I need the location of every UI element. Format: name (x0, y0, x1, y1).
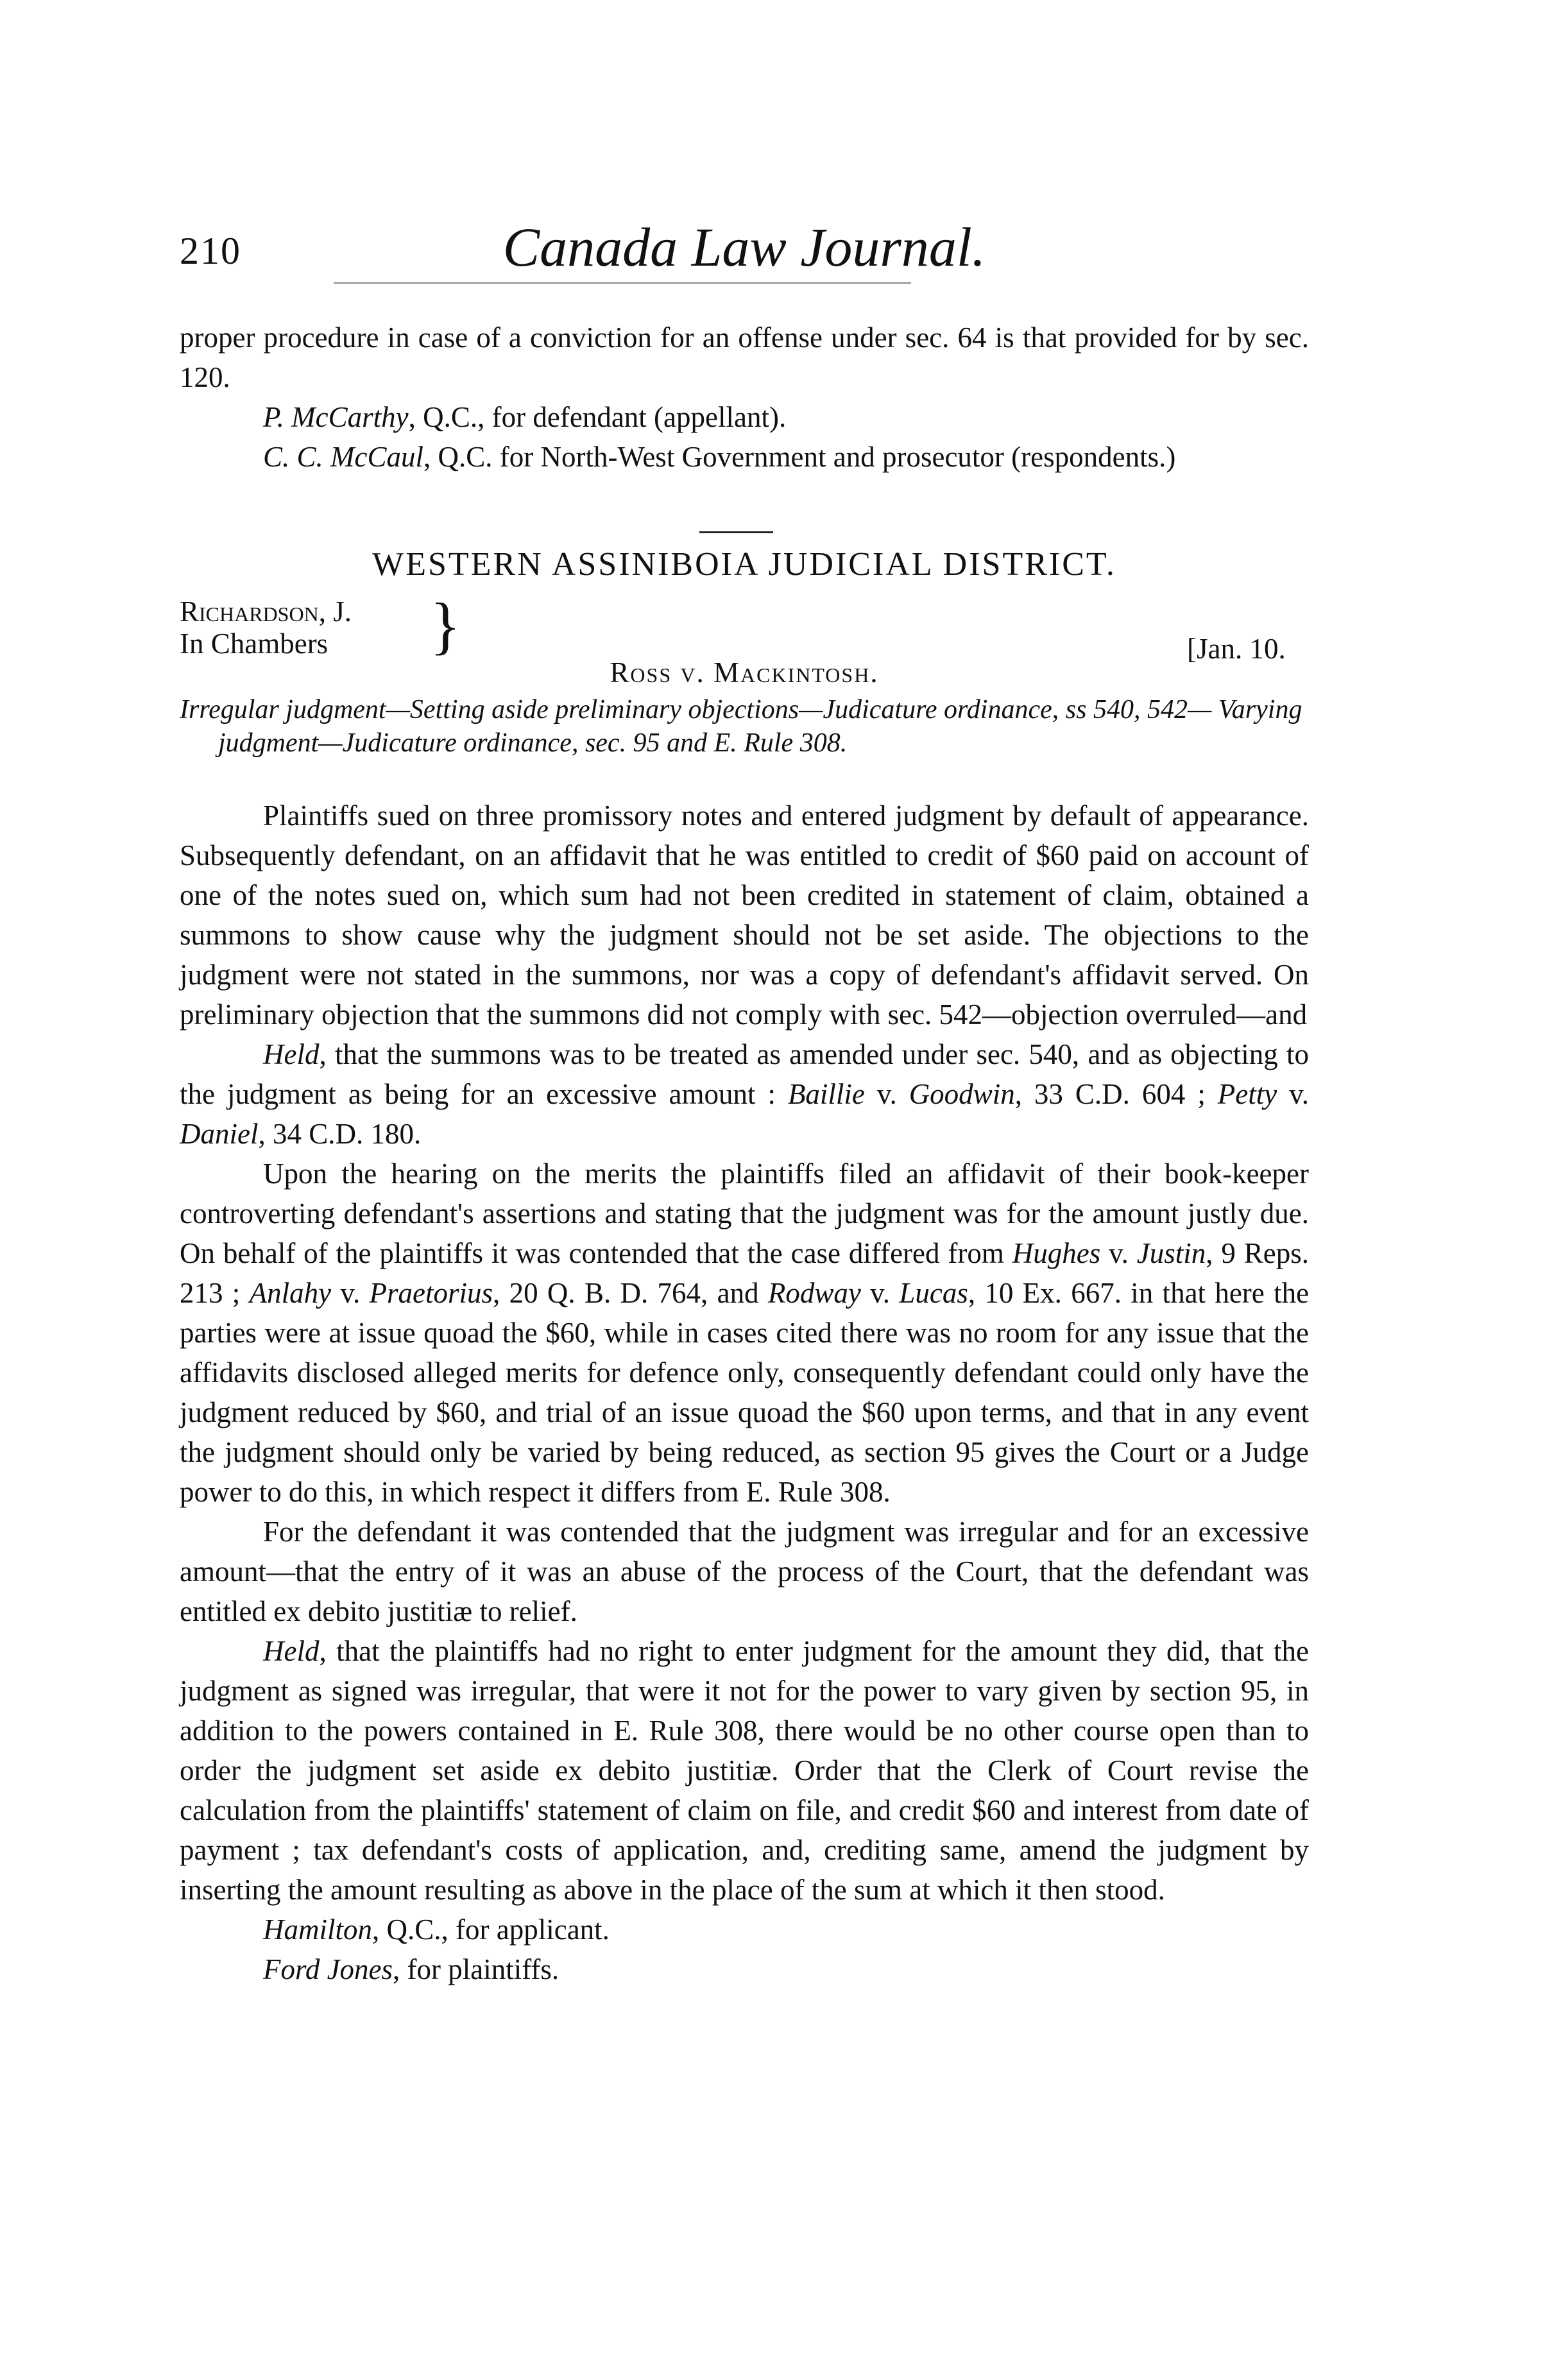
page-number: 210 (180, 230, 241, 272)
held-label: Held (263, 1635, 320, 1667)
counsel-role: , Q.C. for North-West Government and prosecutor (respondents.) (423, 441, 1176, 473)
running-header (180, 215, 1309, 286)
held-label: Held (263, 1038, 320, 1070)
counsel-role: , for plaintiffs. (393, 1953, 559, 1985)
counsel-name: Hamilton (263, 1913, 373, 1946)
counsel-role: , Q.C., for applicant. (372, 1913, 610, 1946)
case-date: [Jan. 10. (1187, 633, 1286, 665)
headnote-text: Irregular judgment—Setting aside preliminary objections—Judicature ordinance, ss 540, 542— Varying judgment—Judicature ordinance, sec. 95 and E. Rule 308. (180, 695, 1302, 758)
counsel-name: P. McCarthy (263, 401, 409, 433)
counsel-role: , Q.C., for defendant (appellant). (408, 401, 787, 433)
body-paragraph: Upon the hearing on the merits the plaintiffs filed an affidavit of their book-keeper controverting defendant's assertions and stating that the judgment was for the amount justly due. On behalf of the plaintiffs it was contended that the case differed from Hughes v. Justin, 9 Reps. 213 ; Anlahy v. Praetorius, 20 Q. B. D. 764, and Rodway v. Lucas, 10 Ex. 667. in that here the parties were at issue quoad the $60, while in cases cited there was no room for any issue that the affidavits disclosed alleged merits for defence only, consequently defendant could only have the judgment reduced by $60, and trial of an issue quoad the $60 upon terms, and that in any event the judgment should only be varied by being reduced, as section 95 gives the Court or a Judge power to do this, in which respect it differs from E. Rule 308. (180, 1158, 1310, 1508)
previous-case-ending (180, 318, 1309, 477)
counsel-line (180, 1949, 1309, 1989)
counsel-name: Ford Jones (263, 1953, 393, 1985)
body-paragraph: Held, that the plaintiffs had no right to enter judgment for the amount they did, that the judgment as signed was irregular, that were it not for the power to vary given by section 95, in addition to the powers contained in E. Rule 308, there would be no other course open than to order the judgment set aside ex debito justitiæ. Order that the Clerk of Court revise the calculation from the plaintiffs' statement of claim on file, and credit $60 and interest from date of payment ; tax defendant's costs of application, and, crediting same, amend the judgment by inserting the amount resulting as above in the place of the sum at which it then stood. (180, 1635, 1309, 1906)
headnote (180, 693, 1309, 760)
body-paragraph: Held, that the summons was to be treated as amended under sec. 540, and as objecting to the judgment as being for an excessive amount : Baillie v. Goodwin, 33 C.D. 604 ; Petty v. Daniel, 34 C.D. 180. (180, 1038, 1310, 1150)
case-title: Ross v. Mackintosh. (610, 656, 879, 689)
judgment-body (180, 796, 1309, 1989)
judge-name: Richardson, J. (180, 595, 352, 628)
district-heading: WESTERN ASSINIBOIA JUDICIAL DISTRICT. (372, 546, 1116, 583)
counsel-line (180, 397, 1309, 437)
brace-glyph: } (430, 590, 461, 661)
counsel-line (180, 1910, 1309, 1949)
judge-block (180, 595, 352, 660)
header-rule (334, 282, 911, 284)
body-paragraph: For the defendant it was contended that the judgment was irregular and for an excessive amount—that the entry of it was an abuse of the process of the Court, that the defendant was entitled ex debito justitiæ to relief. (180, 1516, 1309, 1627)
judge-venue: In Chambers (180, 628, 329, 660)
counsel-line (180, 437, 1309, 477)
section-divider (699, 531, 773, 533)
counsel-name: C. C. McCaul (263, 441, 424, 473)
journal-title: Canada Law Journal. (502, 216, 986, 278)
body-paragraph: Plaintiffs sued on three promissory notes and entered judgment by default of appearance. Subsequently defendant, on an affidavit that he was entitled to credit of $60 paid on account of one of the notes sued on, which sum had not been credited in statement of claim, obtained a summons to show cause why the judgment should not be set aside. The objections to the judgment were not stated in the summons, nor was a copy of defendant's affidavit served. On preliminary objection that the summons did not comply with sec. 542—objection overruled—and (180, 800, 1309, 1031)
previous-case-paragraph: proper procedure in case of a conviction for an offense under sec. 64 is that provided for by sec. 120. (180, 321, 1309, 393)
